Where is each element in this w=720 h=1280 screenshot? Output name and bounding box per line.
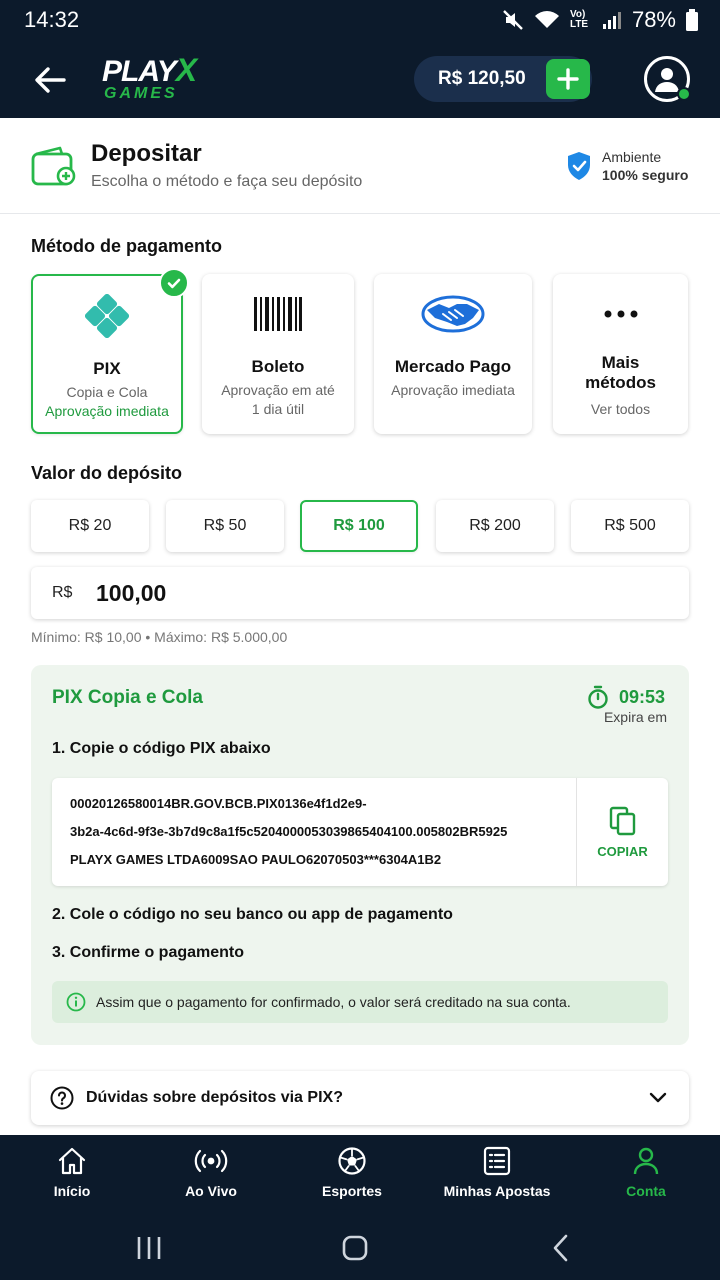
- wallet-icon: [30, 146, 76, 186]
- nav-item-esportes[interactable]: [280, 1135, 424, 1215]
- method-name: Mercado Pago: [394, 357, 512, 376]
- method-card-boleto[interactable]: [202, 274, 354, 434]
- app-header: [0, 40, 720, 118]
- barcode-icon: [253, 296, 303, 332]
- home-icon: [57, 1146, 87, 1176]
- faq-question: Dúvidas sobre depósitos via PIX?: [86, 1089, 343, 1106]
- pix-code-box[interactable]: [52, 778, 668, 886]
- system-navigation-bar: [0, 1215, 720, 1280]
- method-description: Aprovação imediata: [391, 382, 515, 398]
- method-approval: Aprovação imediata: [45, 403, 169, 419]
- pix-code-line: 00020126580014BR.GOV.BCB.PIX0136e4f1d2e9-: [70, 796, 367, 811]
- chevron-down-icon: [649, 1092, 667, 1104]
- method-see-all: Ver todos: [590, 401, 651, 417]
- deposit-value-title: Valor do depósito: [31, 463, 183, 483]
- user-icon: [631, 1146, 661, 1176]
- secure-line-1: Ambiente: [602, 149, 662, 165]
- live-icon: [194, 1148, 228, 1174]
- pix-icon: [85, 294, 129, 338]
- page-header: [0, 118, 720, 214]
- timer-value: 09:53: [618, 686, 665, 707]
- amount-chip-20[interactable]: R$ 20: [31, 500, 149, 552]
- method-card-more[interactable]: [553, 274, 688, 434]
- method-card-pix[interactable]: [31, 274, 183, 434]
- method-name-line-2: métodos: [585, 373, 656, 392]
- status-icons: [502, 7, 698, 33]
- bottom-navigation: [0, 1135, 720, 1215]
- shield-icon: [566, 151, 592, 181]
- nav-label: Ao Vivo: [185, 1183, 237, 1199]
- page-title: Depositar: [91, 140, 202, 167]
- online-indicator: [677, 87, 691, 101]
- method-card-mercado-pago[interactable]: [374, 274, 532, 434]
- amount-chip-200[interactable]: R$ 200: [436, 500, 554, 552]
- logo-play-text: PLAY: [102, 55, 176, 88]
- secure-line-2: 100% seguro: [602, 167, 689, 183]
- nav-item-minhas-apostas[interactable]: [425, 1135, 569, 1215]
- list-icon: [483, 1146, 511, 1176]
- page-subtitle: Escolha o método e faça seu depósito: [91, 173, 363, 190]
- signal-icon: [602, 10, 622, 30]
- home-circle-icon: [341, 1234, 369, 1262]
- logo-x-text: X: [175, 52, 197, 88]
- method-name: PIX: [93, 359, 121, 378]
- method-name: [553, 353, 688, 393]
- copy-button-label: COPIAR: [597, 843, 648, 859]
- more-dots-icon: [604, 310, 638, 318]
- nav-label: Conta: [626, 1183, 666, 1199]
- copy-icon: [609, 806, 637, 836]
- amount-chip-500[interactable]: R$ 500: [571, 500, 689, 552]
- plus-icon: [557, 68, 579, 90]
- info-banner: [52, 981, 668, 1023]
- battery-icon: [686, 9, 698, 31]
- back-button[interactable]: [30, 60, 70, 100]
- selected-check-badge: [159, 268, 189, 298]
- method-name: Boleto: [251, 357, 305, 376]
- balance-pill[interactable]: [414, 56, 592, 102]
- amount-chip-100[interactable]: R$ 100: [300, 500, 418, 552]
- mercado-pago-handshake-icon: [421, 294, 485, 334]
- step-3-text: 3. Confirme o pagamento: [52, 944, 245, 961]
- recent-apps-icon: [135, 1235, 163, 1261]
- balance-amount: R$ 120,50: [438, 68, 526, 89]
- nav-label: Minhas Apostas: [443, 1183, 551, 1199]
- pix-code-line: PLAYX GAMES LTDA6009SAO PAULO62070503***6304A1B2: [70, 852, 442, 867]
- method-description: Copia e Cola: [66, 384, 148, 400]
- step-2-text: 2. Cole o código no seu banco ou app de pagamento: [52, 906, 453, 923]
- playx-logo[interactable]: [102, 52, 212, 104]
- info-text: Assim que o pagamento for confirmado, o valor será creditado na sua conta.: [96, 994, 571, 1010]
- stopwatch-icon: [587, 685, 609, 709]
- recent-apps-button[interactable]: [134, 1233, 164, 1263]
- amount-value[interactable]: 100,00: [96, 579, 167, 606]
- secure-badge: [566, 148, 688, 184]
- step-1-text: 1. Copie o código PIX abaixo: [52, 740, 271, 757]
- info-icon: [66, 992, 86, 1012]
- logo-games-text: GAMES: [104, 85, 178, 102]
- pix-copy-paste-panel: [31, 665, 689, 1045]
- soccer-ball-icon: [337, 1146, 367, 1176]
- pix-code[interactable]: [70, 796, 560, 880]
- nav-label: Início: [53, 1183, 91, 1199]
- mute-icon: [502, 9, 524, 31]
- add-funds-button[interactable]: [546, 59, 590, 99]
- nav-label: Esportes: [322, 1183, 382, 1199]
- expires-label: Expira em: [603, 709, 667, 725]
- method-approval: 1 dia útil: [251, 401, 305, 417]
- pix-code-line: 3b2a-4c6d-9f3e-3b7d9c8a1f5c5204000053039865404100.005802BR5925: [70, 824, 508, 839]
- expiry-timer: [587, 685, 665, 709]
- nav-item-inicio[interactable]: [0, 1135, 144, 1215]
- method-name-line-1: Mais: [601, 353, 640, 372]
- network-label: Vo) LTE: [569, 9, 589, 30]
- currency-prefix: R$: [52, 584, 73, 601]
- home-button[interactable]: [340, 1233, 370, 1263]
- method-description: Aprovação em até: [221, 382, 335, 398]
- arrow-left-icon: [34, 66, 66, 94]
- copy-button[interactable]: [576, 778, 668, 886]
- status-time: 14:32: [24, 7, 80, 32]
- amount-chip-50[interactable]: R$ 50: [166, 500, 284, 552]
- payment-method-title: Método de pagamento: [31, 236, 223, 256]
- faq-accordion[interactable]: [31, 1071, 689, 1125]
- system-back-button[interactable]: [548, 1233, 572, 1263]
- check-icon: [166, 275, 182, 291]
- battery-percent: 78%: [631, 7, 676, 32]
- pix-panel-title: PIX Copia e Cola: [52, 687, 203, 708]
- nav-item-conta[interactable]: [574, 1135, 718, 1215]
- nav-item-ao-vivo[interactable]: [139, 1135, 283, 1215]
- deposit-limits: Mínimo: R$ 10,00 • Máximo: R$ 5.000,00: [31, 629, 288, 645]
- amount-input-field[interactable]: [31, 567, 689, 619]
- chevron-left-icon: [552, 1234, 568, 1262]
- avatar[interactable]: [644, 56, 690, 102]
- wifi-icon: [534, 10, 560, 30]
- status-bar: [0, 0, 720, 40]
- question-icon: [50, 1086, 74, 1110]
